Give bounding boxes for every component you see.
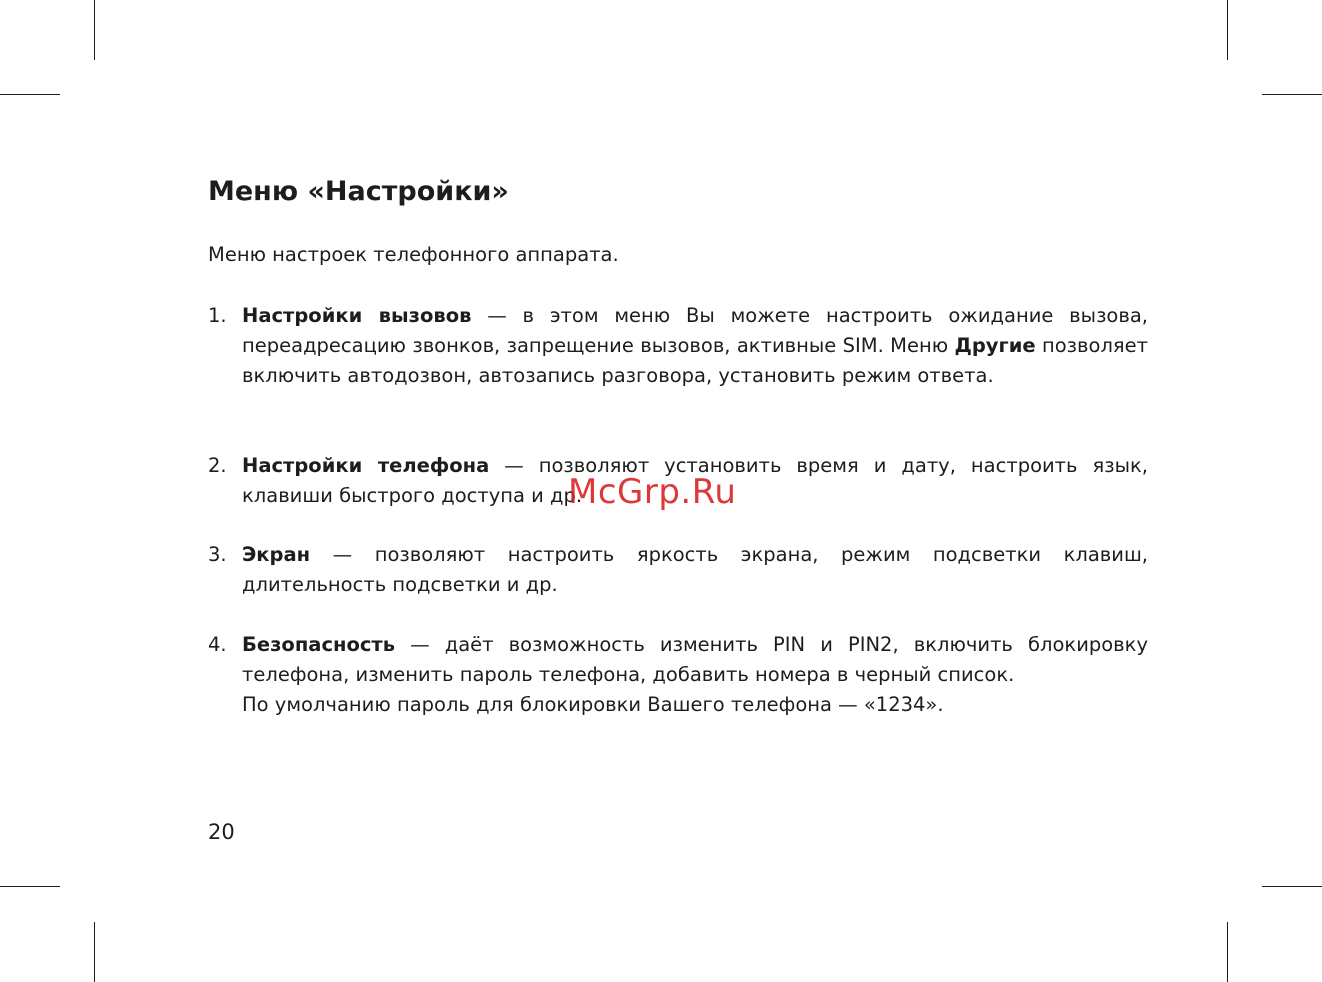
list-item-label: Безопасность bbox=[242, 633, 396, 656]
list-item-label-other: Другие bbox=[954, 334, 1036, 357]
list-item-number: 1. bbox=[208, 304, 227, 327]
crop-mark-bottom-left-vertical bbox=[94, 922, 95, 982]
list-item-security bbox=[208, 630, 1148, 720]
list-item-text-2: позволяет включить автодозвон, автозапись разговора, установить режим ответа. bbox=[242, 334, 1148, 387]
list-item-body bbox=[242, 540, 1148, 600]
watermark: McGrp.Ru bbox=[568, 472, 737, 512]
crop-mark-top-left-horizontal bbox=[0, 94, 60, 95]
page-title: Меню «Настройки» bbox=[208, 176, 509, 207]
list-item-text: — даёт возможность изменить PIN и PIN2, включить блокировку телефона, изменить пароль телефона, добавить номера в черный список. bbox=[242, 633, 1148, 686]
list-item-screen bbox=[208, 540, 1148, 600]
list-item-text: — в этом меню Вы можете настроить ожидание вызова, переадресацию звонков, запрещение вызовов, активные SIM. Меню bbox=[242, 304, 1149, 357]
crop-mark-bottom-left-horizontal bbox=[0, 886, 60, 887]
crop-mark-top-right-vertical bbox=[1227, 0, 1228, 60]
list-item-text: — позволяют настроить яркость экрана, режим подсветки клавиш, длительность подсветки и др. bbox=[242, 543, 1148, 596]
list-item-label: Экран bbox=[242, 543, 311, 566]
page-number: 20 bbox=[208, 820, 235, 844]
list-item-number: 3. bbox=[208, 543, 227, 566]
list-item-note: По умолчанию пароль для блокировки Вашего телефона — «1234». bbox=[242, 693, 944, 716]
list-item-number: 4. bbox=[208, 633, 227, 656]
list-item-body bbox=[242, 630, 1148, 690]
list-item-body bbox=[242, 301, 1148, 391]
crop-mark-bottom-right-horizontal bbox=[1262, 886, 1322, 887]
list-item-number: 2. bbox=[208, 454, 227, 477]
crop-mark-top-left-vertical bbox=[94, 0, 95, 60]
crop-mark-top-right-horizontal bbox=[1262, 94, 1322, 95]
list-item-call-settings bbox=[208, 301, 1148, 391]
list-item-label: Настройки телефона bbox=[242, 454, 490, 477]
list-item-text: — позволяют установить время и дату, настроить язык, клавиши быстрого доступа и др. bbox=[242, 454, 1148, 507]
crop-mark-bottom-right-vertical bbox=[1227, 922, 1228, 982]
intro-text: Меню настроек телефонного аппарата. bbox=[208, 243, 619, 266]
list-item-label: Настройки вызовов bbox=[242, 304, 472, 327]
